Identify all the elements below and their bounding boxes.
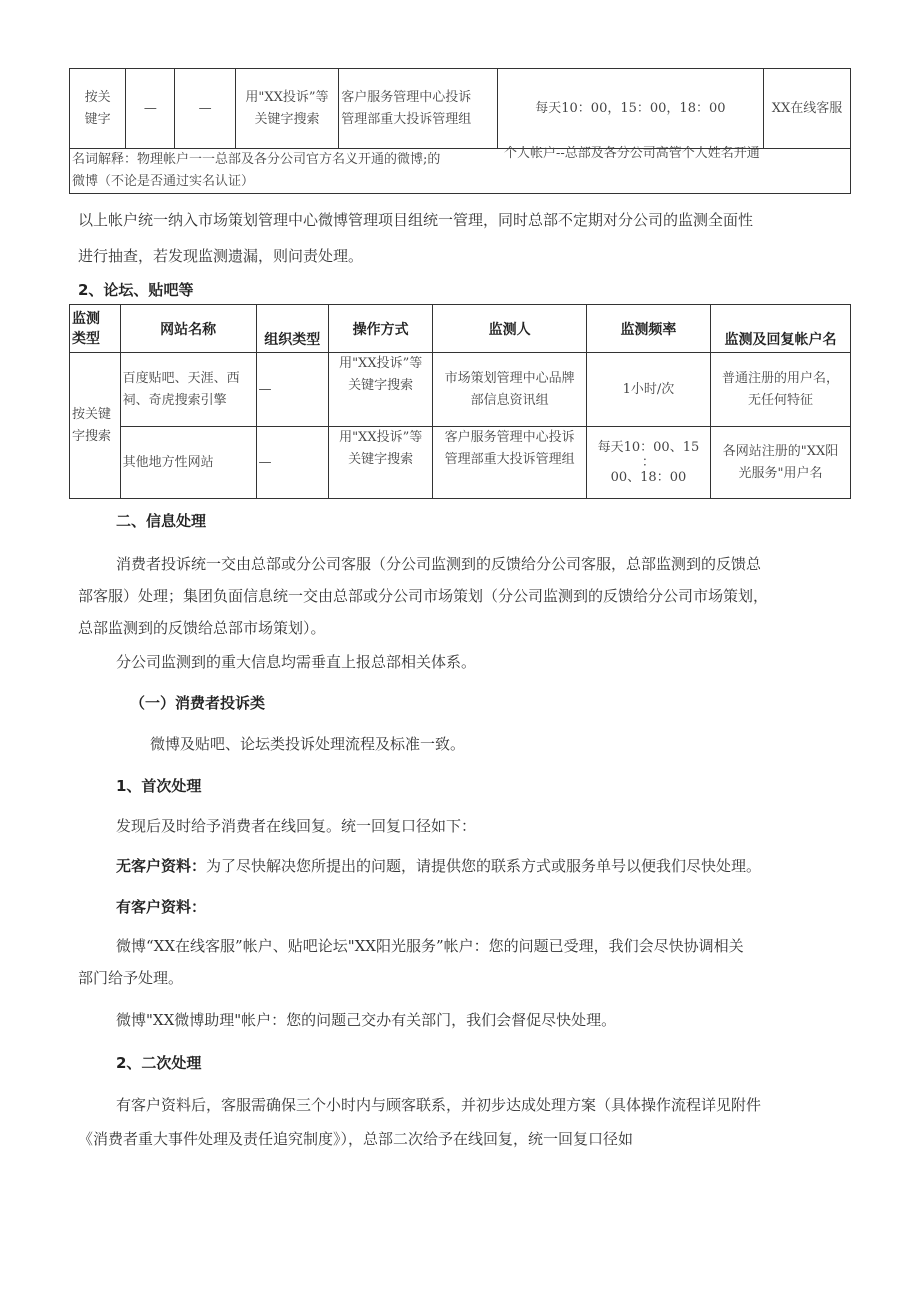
table-row <box>70 353 851 427</box>
paragraph: 消费者投诉统一交由总部或分公司客服（分公司监测到的反馈给分公司客服，总部监测到的反馈总 部客服）处理；集团负面信息统一交由总部或分公司市场策划（分公司监测到的反馈给分公司市场策划， 总部监测到的反馈给总部市场策划）。 <box>78 555 769 637</box>
monitor-cell: 客户服务管理中心投诉 管理部重大投诉管理组 <box>339 69 498 149</box>
paragraph: 发现后及时给予消费者在线回复。统一回复口径如下： <box>116 817 477 835</box>
note-left: 名词解释：物理帐户一一总部及各分公司官方名义开通的微博;的 微博（不论是否通过实名认证） <box>72 152 441 189</box>
freq-cell: 1小时/次 <box>586 353 710 427</box>
method-cell: 用"XX投诉”等 关键字搜索 <box>235 69 338 149</box>
paragraph: 微博“XX在线客服”帐户、贴吧论坛"XX阳光服务”帐户：您的问题已受理，我们会尽快协调相关 部门给予处理。 <box>78 937 744 987</box>
site-cell: 百度贴吧、天涯、西 祠、奇虎搜索引擎 <box>120 353 256 427</box>
type-cell: 按关键 字搜索 <box>70 353 121 499</box>
method-cell: 用"XX投诉”等 关键字搜索 <box>328 353 432 427</box>
paragraph: 有客户资料后，客服需确保三个小时内与顾客联系，并初步达成处理方案（具体操作流程详见附件 《消费者重大事件处理及责任追究制度》），总部二次给予在线回复，统一回复口径如 <box>78 1096 762 1148</box>
table-header-row <box>70 305 851 353</box>
paragraph: 微博及贴吧、论坛类投诉处理流程及标准一致。 <box>150 735 466 753</box>
table-cell: — <box>175 69 235 149</box>
no-info-text: 为了尽快解决您所提出的问题，请提供您的联系方式或服务单号以便我们尽快处理。 <box>206 857 762 875</box>
header-cell: 组织类型 <box>256 305 328 353</box>
subsection-title: （一）消费者投诉类 <box>130 694 266 712</box>
account-cell: 各网站注册的"XX阳 光服务"用户名 <box>710 427 850 499</box>
table-row <box>70 149 851 194</box>
table-cell: — <box>126 69 175 149</box>
account-cell: XX在线客服 <box>763 69 850 149</box>
no-info-label: 无客户资料： <box>116 857 207 875</box>
no-info-paragraph <box>116 852 761 880</box>
account-cell: 普通注册的用户名， 无任何特征 <box>710 353 850 427</box>
org-cell: — <box>256 427 328 499</box>
paragraph: 以上帐户统一纳入市场策划管理中心微博管理项目组统一管理，同时总部不定期对分公司的监测全面性 进行抽查，若发现监测遗漏，则问责处理。 <box>78 211 754 265</box>
freq-cell: 每天10：00、15 ： 00、18：00 <box>586 427 710 499</box>
note-right: 个人帐户--总部及各分公司高管个人姓名开通 <box>504 146 760 161</box>
paragraph: 分公司监测到的重大信息均需垂直上报总部相关体系。 <box>116 653 477 671</box>
forum-monitor-table <box>69 304 851 499</box>
header-cell: 网站名称 <box>120 305 256 353</box>
method-cell: 用"XX投诉”等 关键字搜索 <box>328 427 432 499</box>
table-row <box>70 69 851 149</box>
type-cell: 按关 键字 <box>70 69 126 149</box>
org-cell: — <box>256 353 328 427</box>
paragraph: 微博"XX微博助理"帐户：您的问题己交办有关部门，我们会督促尽快处理。 <box>116 1011 617 1029</box>
monitor-cell: 客户服务管理中心投诉 管理部重大投诉管理组 <box>433 427 587 499</box>
header-cell: 监测及回复帐户名 <box>710 305 850 353</box>
section-title: 二、信息处理 <box>116 512 207 530</box>
has-info-label: 有客户资料： <box>116 898 207 916</box>
weibo-monitor-table <box>69 68 851 194</box>
header-cell: 监测人 <box>433 305 587 353</box>
site-cell: 其他地方性网站 <box>120 427 256 499</box>
heading-first-handling: 1、首次处理 <box>116 777 202 795</box>
section-heading: 2、论坛、贴吧等 <box>78 281 194 299</box>
monitor-cell: 市场策划管理中心品牌 部信息资讯组 <box>433 353 587 427</box>
header-cell: 监测频率 <box>586 305 710 353</box>
table-row <box>70 427 851 499</box>
header-cell: 监测 类型 <box>70 305 121 353</box>
heading-second-handling: 2、二次处理 <box>116 1054 202 1072</box>
freq-cell: 每天10：00，15：00，18：00 <box>497 69 763 149</box>
header-cell: 操作方式 <box>328 305 432 353</box>
note-cell <box>70 146 851 194</box>
